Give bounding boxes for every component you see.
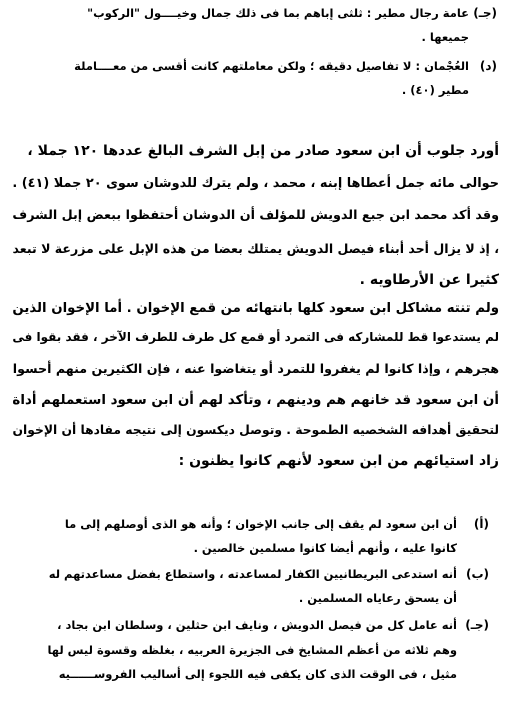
paragraph2-line-2: لم يستدعوا قط للمشاركه فى التمرد أو قمع كل طرف للطرف الآخر ، فقد بقوا فى (12, 330, 499, 344)
paragraph1-line-4: ، إذ لا يزال أحد أبناء فيصل الدويش يمتلك بعضا من هذه الإبل على مزرعة لا تبعد (12, 241, 499, 256)
paragraph2-line-1: ولم تنته مشاكل ابن سعود كلها بانتهائه من قمع الإخوان . أما الإخوان الذين (12, 301, 499, 316)
list-item-b-line-2: أن يسحق رعاياه المسلمين . (298, 591, 457, 605)
list-item-b-line-1: أنه استدعى البريطانيين الكفار لمساعدته ، واستطاع بفضل مساعدتهم له (48, 567, 457, 581)
footnote-marker-c: (جـ) (473, 6, 497, 20)
footnote-d-line-1: العُجْمان : لا تفاصيل دقيقه ؛ ولكن معاملتهم كانت أقسى من معــــاملة (74, 59, 469, 73)
paragraph1-line-2: حوالى مائه جمل أعطاها إبنه ، محمد ، ولم يترك للدوشان سوى ٢٠ جملا (٤١) . (12, 176, 499, 191)
list-marker-b: (ب) (465, 567, 489, 581)
paragraph2-line-6: زاد استيائهم من ابن سعود لأنهم كانوا يظنون : (178, 453, 499, 469)
footnote-c-line-2: جميعها . (421, 30, 469, 44)
footnote-d-line-2: مطير (٤٠) . (401, 83, 469, 97)
paragraph2-line-4: أن ابن سعود قد خانهم هم ودينهم ، وتأكد لهم أن ابن سعود استعملهم أداة (12, 393, 499, 408)
paragraph1-line-3: وقد أكد محمد ابن جبع الدويش للمؤلف أن الدوشان أحتفظوا ببعض إبل الشرف (12, 208, 499, 223)
list-marker-c: (جـ) (465, 618, 489, 632)
list-item-a-line-1: أن ابن سعود لم يقف إلى جانب الإخوان ؛ وأنه هو الذى أوصلهم إلى ما (64, 517, 457, 531)
paragraph1-line-1: أورد جلوب أن ابن سعود صادر من إبل الشرف البالغ عددها ١٢٠ جملا ، (27, 143, 499, 159)
paragraph2-line-3: هجرهم ، وإذا كانوا لم يغفروا للتمرد أو يتغاضوا عنه ، فإن الكثيرين منهم أحسوا (12, 361, 499, 376)
list-marker-a: (أ) (473, 517, 489, 531)
paragraph2-line-5: لتحقيق أهدافه الشخصيه الطموحة . وتوصل ديكسون إلى نتيجه مفادها أن الإخوان (12, 423, 499, 437)
list-item-c-line-1: أنه عامل كل من فيصل الدويش ، ونايف ابن حثلين ، وسلطان ابن بجاد ، (57, 618, 457, 632)
paragraph1-line-5: كثيرا عن الأرطاويه . (359, 272, 499, 288)
list-item-c-line-2: وهم ثلاثه من أعظم المشايخ فى الجزيرة العربيه ، بغلظه وقسوة ليس لها (47, 643, 457, 657)
list-item-c-line-3: مثيل ، فى الوقت الذى كان يكفى فيه اللجوء إلى أساليب الفروســــــيه (58, 667, 457, 681)
footnote-c-line-1: عامة رجال مطير : ثلثى إباهم بما فى ذلك جمال وخيــــول "الركوب" (87, 6, 469, 20)
list-item-a-line-2: كانوا عليه ، وأنهم أيضا كانوا مسلمين خالصين . (193, 541, 457, 555)
footnote-marker-d: (د) (479, 59, 497, 73)
